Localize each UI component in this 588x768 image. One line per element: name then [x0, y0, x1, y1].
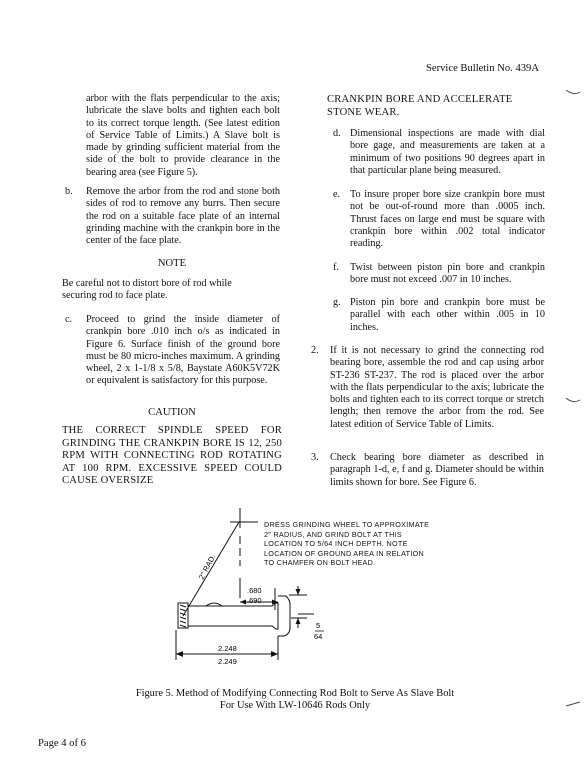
dim-2248-label: 2.248	[218, 644, 237, 653]
item-label: d.	[333, 128, 341, 139]
note-line: TO CHAMFER ON BOLT HEAD.	[264, 558, 376, 568]
dim-680-label: .680	[247, 586, 262, 595]
radius-label: 2" RAD.	[196, 553, 218, 581]
item-text: If it is not necessary to grind the connecting rod bearing bore, assemble the rod and cap using arbor ST-236 ST-237. The rod is placed over the arbor with the flats perpendicular to the axis; lubricate the bolts and tighten each to its correct torque or stretch length; then remove the arbor from the rod. See latest edition of Service Table of Limits.	[330, 345, 544, 430]
note-line: DRESS GRINDING WHEEL TO APPROXIMATE	[264, 520, 430, 529]
item-text: Check bearing bore diameter as described in paragraph 1-d, e, f and g. Diameter should be within limits shown for bore. See Figure 6.	[330, 452, 544, 488]
bolt-head	[278, 596, 290, 636]
item-text: Piston pin bore and crankpin bore must be parallel with each other within .005 in 10 inches.	[350, 297, 545, 333]
item-label: b.	[65, 186, 73, 197]
caution-text: THE CORRECT SPINDLE SPEED FOR GRINDING THE CRANKPIN BORE IS 12, 250 RPM WITH CONNECTING ROD ROTATING AT 100 RPM. EXCESSIVE SPEED COULD CAUSE OVERSIZE	[62, 425, 282, 486]
margin-mark-top	[566, 90, 580, 94]
caution-continuation: CRANKPIN BORE AND ACCELERATE STONE WEAR.	[327, 94, 513, 118]
arrow-right	[271, 651, 278, 657]
note-text: Be careful not to distort bore of rod while securing rod to face plate.	[62, 278, 232, 302]
note-line: 2" RADIUS, AND GRIND BOLT AT THIS	[264, 529, 402, 539]
caution-heading: CAUTION	[148, 407, 196, 418]
item-label: c.	[65, 314, 73, 325]
bulletin-number: Service Bulletin No. 439A	[426, 63, 539, 74]
item-label: g.	[333, 297, 341, 308]
continuation-paragraph: arbor with the flats perpendicular to the axis; lubricate the slave bolts and tighten each bolt to its correct torque length. (See latest edition of Service Table of Limits.) A Slave bolt is made by grinding sufficient material from the side of the bolt to provide clearance in the bearing area (see Figure 5).	[86, 93, 280, 178]
item-label: 2.	[311, 345, 319, 356]
note-line: LOCATION OF GROUND AREA IN RELATION	[264, 548, 424, 558]
note-line: LOCATION TO 5/64 INCH DEPTH. NOTE	[264, 539, 408, 549]
item-label: f.	[333, 262, 339, 273]
item-text: Dimensional inspections are made with dial bore gage, and measurements are taken at a minimum of two positions 90 degrees apart in that particular plane being measured.	[350, 128, 545, 176]
page-number: Page 4 of 6	[38, 738, 86, 749]
item-text: Proceed to grind the inside diameter of crankpin bore .010 inch o/s as indicated in Figure 6. Surface finish of the ground bore must be 80 micro-inches maximum. A grinding wheel, 2 x 1-1/8 x 5/8, Baystate A60K5V72K or equivalent is satisfactory for this purpose.	[86, 314, 280, 387]
margin-mark-mid	[566, 398, 580, 402]
caption-line-1: Figure 5. Method of Modifying Connecting Rod Bolt to Serve As Slave Bolt	[135, 688, 455, 699]
dim-64-label: 64	[314, 632, 323, 641]
arrow-left	[176, 651, 183, 657]
dim-690-label: .690	[247, 596, 262, 605]
note-heading: NOTE	[157, 258, 187, 269]
item-text: To insure proper bore size crankpin bore must not be out-of-round more than .0005 inch. Thrust faces on large end must be square with crankpin bore within .002 total indicator reading.	[350, 189, 545, 250]
item-label: 3.	[311, 452, 319, 463]
arrow-5-top	[296, 589, 301, 595]
item-label: e.	[333, 189, 341, 200]
figure-caption	[60, 688, 530, 712]
arrow-5-bot	[296, 618, 301, 624]
item-text: Twist between piston pin bore and crankpin bore must not exceed .007 in 10 inches.	[350, 262, 545, 286]
caption-line-2: For Use With LW-10646 Rods Only	[219, 700, 371, 712]
item-text: Remove the arbor from the rod and stone both sides of rod to remove any burrs. Then secure the rod on a suitable face plate of an internal grinding machine with the crankpin bore in the center of the face plate.	[86, 186, 280, 247]
bolt-shank	[188, 603, 278, 629]
dim-2249-label: 2.249	[218, 657, 237, 666]
margin-mark-bot	[566, 702, 580, 706]
arrow-680-left	[240, 600, 246, 605]
dim-5-label: 5	[316, 621, 321, 630]
